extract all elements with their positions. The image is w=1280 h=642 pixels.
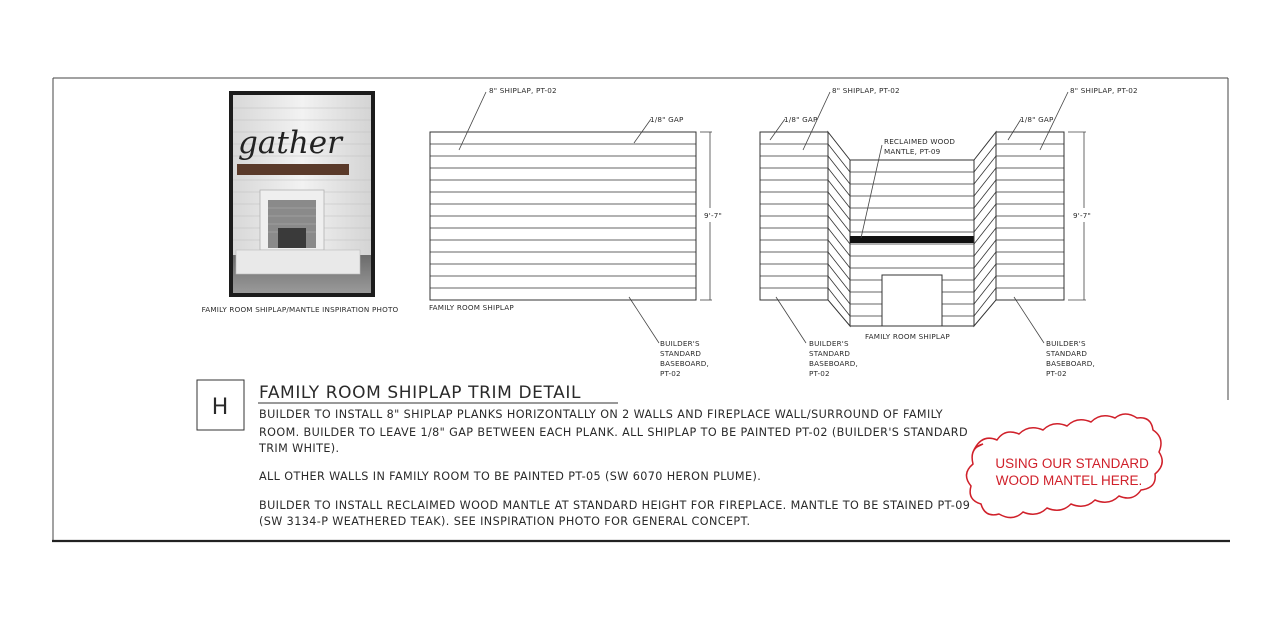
gap-label-right: 1/8" GAP bbox=[1020, 115, 1054, 124]
shiplap-planks bbox=[430, 144, 696, 288]
photo-mantle bbox=[237, 164, 349, 175]
revision-cloud-stamp bbox=[966, 414, 1162, 518]
detail-notes: BUILDER TO INSTALL 8" SHIPLAP PLANKS HORIZONTALLY ON 2 WALLS AND FIREPLACE WALL/SURROUND OF FAMILY ROOM. BUILDER TO LEAVE 1/8" GAP BETWEEN EACH PLANK. ALL SHIPLAP TO BE PAINTED PT-02 (BUILDER'S STANDARD TRIM WHITE). ALL OTHER WALLS IN FAMILY ROOM TO BE PAINTED PT-05 (SW 6070 HERON PLUME). BUILDER TO INSTALL RECLAIMED WOOD MANTLE AT STANDARD HEIGHT FOR FIREPLACE. MANTLE TO BE STAINED PT-09 (SW 3134-P WEATHERED TEAK). SEE INSPIRATION PHOTO FOR GENERAL CONCEPT. bbox=[259, 408, 971, 528]
detail-block bbox=[197, 380, 974, 528]
mantle-label: RECLAIMED WOOD MANTLE, PT-09 bbox=[884, 137, 956, 156]
height-dimension: 9'-7" bbox=[1073, 211, 1092, 220]
detail-key: H bbox=[211, 395, 229, 420]
photo-gather-sign: gather bbox=[238, 125, 342, 161]
baseboard-label-right: BUILDER'S STANDARD BASEBOARD, PT-02 bbox=[1046, 339, 1096, 378]
shiplap-label: 8" SHIPLAP, PT-02 bbox=[489, 86, 557, 95]
gap-label-left: 1/8" GAP bbox=[784, 115, 818, 124]
elevation-family-room-wall bbox=[429, 86, 722, 378]
shiplap-label-right: 8" SHIPLAP, PT-02 bbox=[1070, 86, 1138, 95]
stamp-text: USING OUR STANDARD WOOD MANTEL HERE. bbox=[995, 456, 1149, 488]
elevation-fireplace-wall bbox=[760, 86, 1138, 378]
baseboard-label-left: BUILDER'S STANDARD BASEBOARD, PT-02 bbox=[809, 339, 859, 378]
inspiration-photo bbox=[202, 91, 399, 314]
mantle-shelf bbox=[850, 236, 974, 243]
height-dimension: 9'-7" bbox=[704, 211, 723, 220]
firebox-opening bbox=[882, 275, 942, 326]
elevation-caption: FAMILY ROOM SHIPLAP bbox=[865, 332, 950, 341]
detail-title: FAMILY ROOM SHIPLAP TRIM DETAIL bbox=[259, 383, 582, 403]
elevation-caption: FAMILY ROOM SHIPLAP bbox=[429, 303, 514, 312]
baseboard-label: BUILDER'S STANDARD BASEBOARD, PT-02 bbox=[660, 339, 710, 378]
gap-label: 1/8" GAP bbox=[650, 115, 684, 124]
shiplap-label-left: 8" SHIPLAP, PT-02 bbox=[832, 86, 900, 95]
photo-caption: FAMILY ROOM SHIPLAP/MANTLE INSPIRATION PHOTO bbox=[201, 305, 399, 314]
